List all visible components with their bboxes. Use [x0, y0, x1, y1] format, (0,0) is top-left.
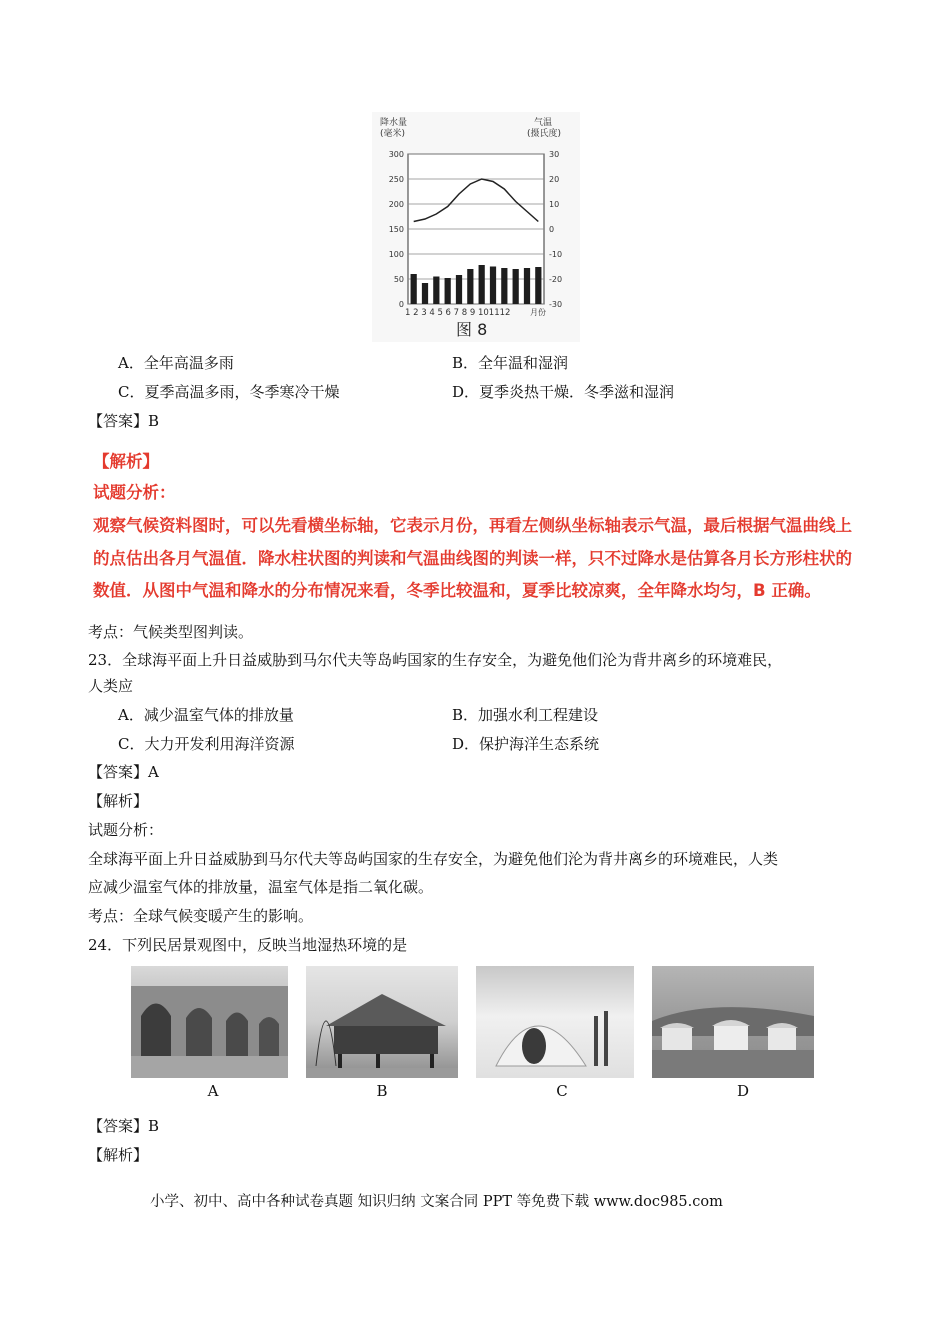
precip-bar	[411, 274, 417, 304]
precip-tick-label: 100	[388, 250, 404, 259]
house-photo-d	[652, 966, 814, 1078]
q24-answer: 【答案】B	[88, 1117, 160, 1135]
precip-bar	[433, 277, 439, 305]
precip-bar	[456, 275, 462, 304]
precip-tick-label: 50	[393, 275, 404, 284]
precip-bar	[445, 278, 451, 304]
left-axis-label-2: (毫米)	[380, 129, 406, 139]
q23-analysis-line: 应减少温室气体的排放量，温室气体是指二氧化碳。	[88, 878, 434, 896]
photo-label-b: B	[376, 1082, 388, 1100]
q23-stem: 23．全球海平面上升日益威胁到马尔代夫等岛屿国家的生存安全，为避免他们沦为背井离乡的环境难民，	[88, 651, 783, 669]
photo-label-a: A	[207, 1082, 219, 1100]
climate-chart-svg	[372, 112, 580, 342]
q22-analysis-line: 数值．从图中气温和降水的分布情况来看，冬季比较温和，夏季比较凉爽，全年降水均匀，B 正确。	[93, 581, 821, 600]
precip-bar	[422, 283, 428, 304]
q23-option-a[interactable]: A．减少温室气体的排放量	[118, 706, 294, 724]
q22-option-d[interactable]: D．夏季炎热干燥．冬季滋和湿润	[452, 383, 675, 401]
q23-stem-cont: 人类应	[88, 677, 134, 695]
q22-analysis-line: 观察气候资料图时，可以先看横坐标轴，它表示月份，再看左侧纵坐标轴表示气温，最后根据气温曲线上	[93, 516, 852, 535]
q23-option-d[interactable]: D．保护海洋生态系统	[452, 735, 600, 753]
precip-bar	[501, 268, 507, 304]
temp-tick-label: 20	[549, 175, 560, 184]
q23-option-c[interactable]: C．大力开发利用海洋资源	[118, 735, 295, 753]
temp-tick-label: -20	[549, 275, 563, 284]
q23-option-b[interactable]: B．加强水利工程建设	[452, 706, 599, 724]
photo-label-c: C	[556, 1082, 568, 1100]
precip-bar	[479, 265, 485, 304]
q22-analysis-line: 的点估出各月气温值．降水柱状图的判读和气温曲线图的判读一样，只不过降水是估算各月长方形柱状的	[93, 549, 852, 568]
house-photo-b	[306, 966, 458, 1078]
q22-option-c[interactable]: C．夏季高温多雨，冬季寒冷干燥	[118, 383, 340, 401]
precip-bar	[490, 267, 496, 305]
q24-analysis-head: 【解析】	[88, 1146, 149, 1164]
precip-tick-label: 250	[388, 175, 404, 184]
precip-tick-label: 200	[388, 200, 404, 209]
house-photo-a	[131, 966, 288, 1078]
precip-bar	[535, 267, 541, 304]
climate-chart	[372, 112, 580, 342]
q23-analysis-line: 全球海平面上升日益威胁到马尔代夫等岛屿国家的生存安全，为避免他们沦为背井离乡的环境难民，人类	[88, 850, 779, 868]
precip-bar	[513, 269, 519, 304]
q22-option-b[interactable]: B．全年温和湿润	[452, 354, 569, 372]
x-tick-labels: 1 2 3 4 5 6 7 8 9 101112	[405, 308, 511, 318]
q22-analysis-head: 【解析】	[93, 452, 159, 471]
precip-bar	[467, 269, 473, 304]
left-axis-label-1: 降水量	[380, 118, 408, 128]
q23-kaodian: 考点：全球气候变暖产生的影响。	[88, 907, 314, 925]
q23-analysis-sub: 试题分析：	[88, 821, 164, 839]
precip-bar	[524, 268, 530, 304]
q22-analysis-sub: 试题分析：	[93, 483, 176, 502]
q22-kaodian: 考点：气候类型图判读。	[88, 623, 254, 641]
q24-stem: 24．下列民居景观图中，反映当地湿热环境的是	[88, 936, 408, 954]
photo-label-d: D	[736, 1082, 750, 1100]
right-axis-label-1: 气温	[534, 118, 553, 128]
temp-tick-label: 30	[549, 150, 560, 159]
q23-answer: 【答案】A	[88, 763, 159, 781]
page-footer: 小学、初中、高中各种试卷真题 知识归纳 文案合同 PPT 等免费下载 www.doc985.com	[150, 1194, 723, 1210]
temp-tick-label: 10	[549, 200, 560, 209]
right-axis-label-2: (摄氏度)	[527, 129, 562, 139]
precip-tick-label: 150	[388, 225, 404, 234]
q22-answer: 【答案】B	[88, 412, 160, 430]
precip-tick-label: 0	[398, 300, 404, 309]
temp-tick-label: -30	[549, 300, 563, 309]
temp-tick-label: -10	[549, 250, 563, 259]
x-axis-label: 月份	[530, 308, 546, 317]
temp-tick-label: 0	[549, 225, 555, 234]
house-photo-c	[476, 966, 634, 1078]
q23-analysis-head: 【解析】	[88, 792, 149, 810]
figure-title: 图 8	[456, 320, 488, 339]
precip-tick-label: 300	[388, 150, 404, 159]
q22-option-a[interactable]: A．全年高温多雨	[118, 354, 234, 372]
